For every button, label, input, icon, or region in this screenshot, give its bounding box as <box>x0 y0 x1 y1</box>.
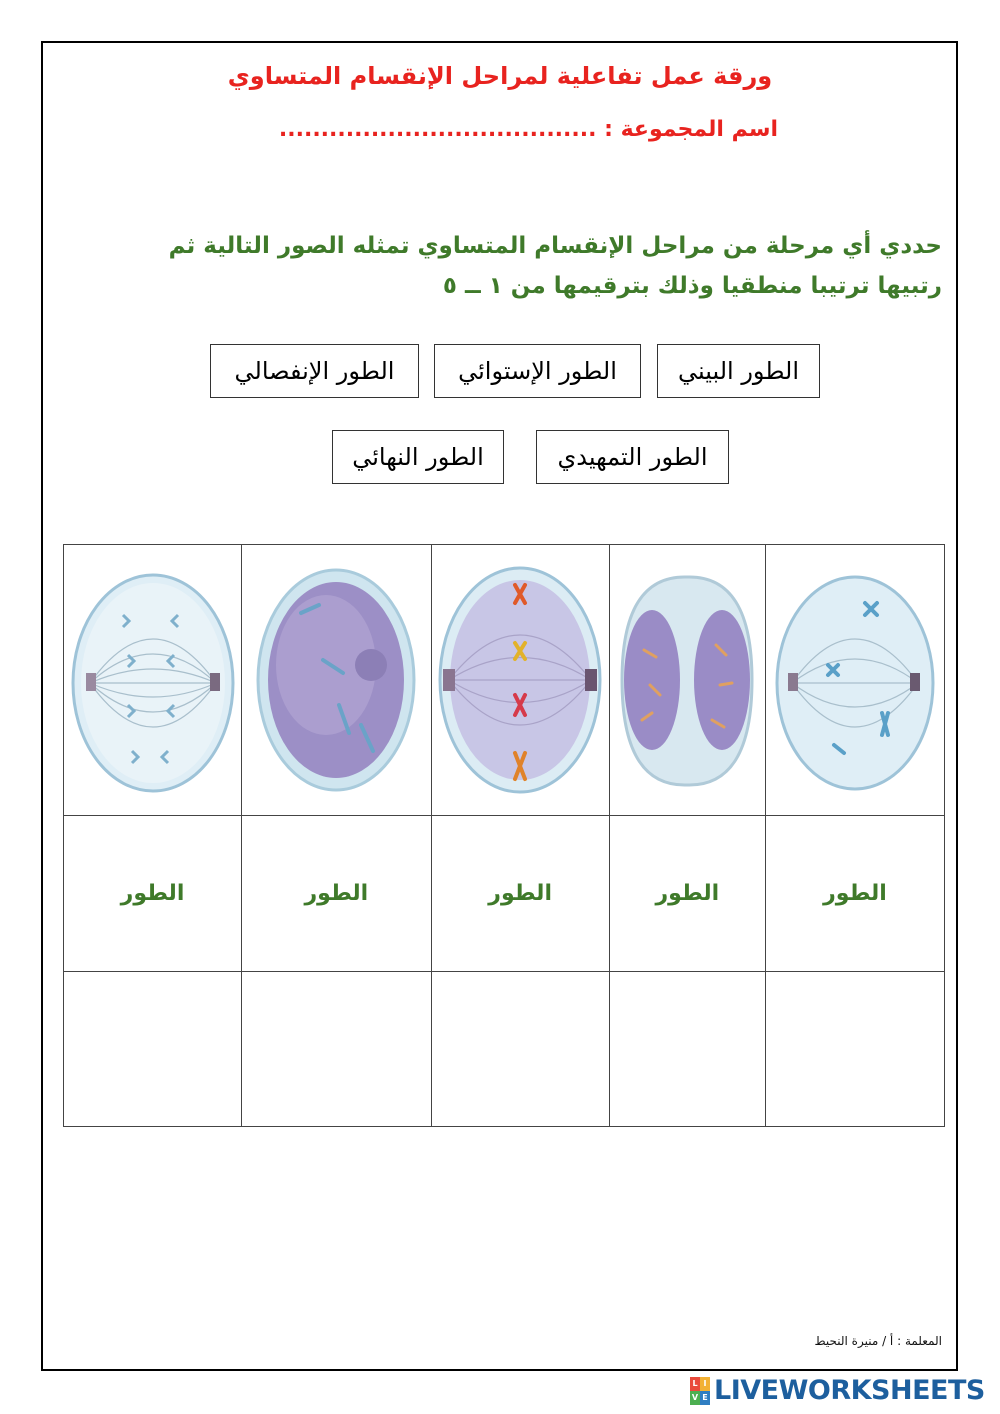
order-box-4[interactable] <box>609 972 765 1127</box>
image-cell-1 <box>64 545 242 816</box>
group-name-field[interactable]: اسم المجموعة : ...................................... <box>278 117 778 142</box>
option-metaphase[interactable]: الطور الإستوائي <box>434 344 641 398</box>
phase-label-5[interactable]: الطور <box>765 816 944 972</box>
brand-wordmark: LIVEWORKSHEETS <box>714 1375 985 1406</box>
image-cell-5 <box>765 545 944 816</box>
option-interphase[interactable]: الطور البيني <box>657 344 820 398</box>
logo-icon: L I V E <box>690 1377 710 1405</box>
interphase-cell-image <box>251 555 421 805</box>
phase-label-2[interactable]: الطور <box>242 816 432 972</box>
liveworksheets-logo[interactable] <box>690 1375 985 1406</box>
instructions-text: حددي أي مرحلة من مراحل الإنقسام المتساوي تمثله الصور التالية ثم رتبيها ترتيبا منطقيا وذلك بترقيمها من ١ ــ ٥ <box>168 233 942 299</box>
image-cell-3 <box>431 545 609 816</box>
images-row <box>64 545 945 816</box>
prometaphase-cell-image <box>68 555 238 805</box>
labels-row <box>64 816 945 972</box>
phases-table <box>63 544 945 1127</box>
option-prophase[interactable]: الطور التمهيدي <box>536 430 729 484</box>
order-box-3[interactable] <box>431 972 609 1127</box>
image-cell-2 <box>242 545 432 816</box>
prophase-cell-image <box>770 555 940 805</box>
order-row <box>64 972 945 1127</box>
worksheet-title: ورقة عمل تفاعلية لمراحل الإنقسام المتساوي <box>227 62 773 90</box>
telophase-cell-image <box>612 555 762 805</box>
order-box-2[interactable] <box>242 972 432 1127</box>
phase-label-1[interactable]: الطور <box>64 816 242 972</box>
option-anaphase[interactable]: الطور الإنفصالي <box>210 344 419 398</box>
teacher-name: المعلمة : أ / منيرة النحيط <box>814 1334 942 1348</box>
metaphase-cell-image <box>435 555 605 805</box>
phase-label-3[interactable]: الطور <box>431 816 609 972</box>
option-telophase[interactable]: الطور النهائي <box>332 430 504 484</box>
order-box-5[interactable] <box>765 972 944 1127</box>
phase-label-4[interactable]: الطور <box>609 816 765 972</box>
order-box-1[interactable] <box>64 972 242 1127</box>
image-cell-4 <box>609 545 765 816</box>
